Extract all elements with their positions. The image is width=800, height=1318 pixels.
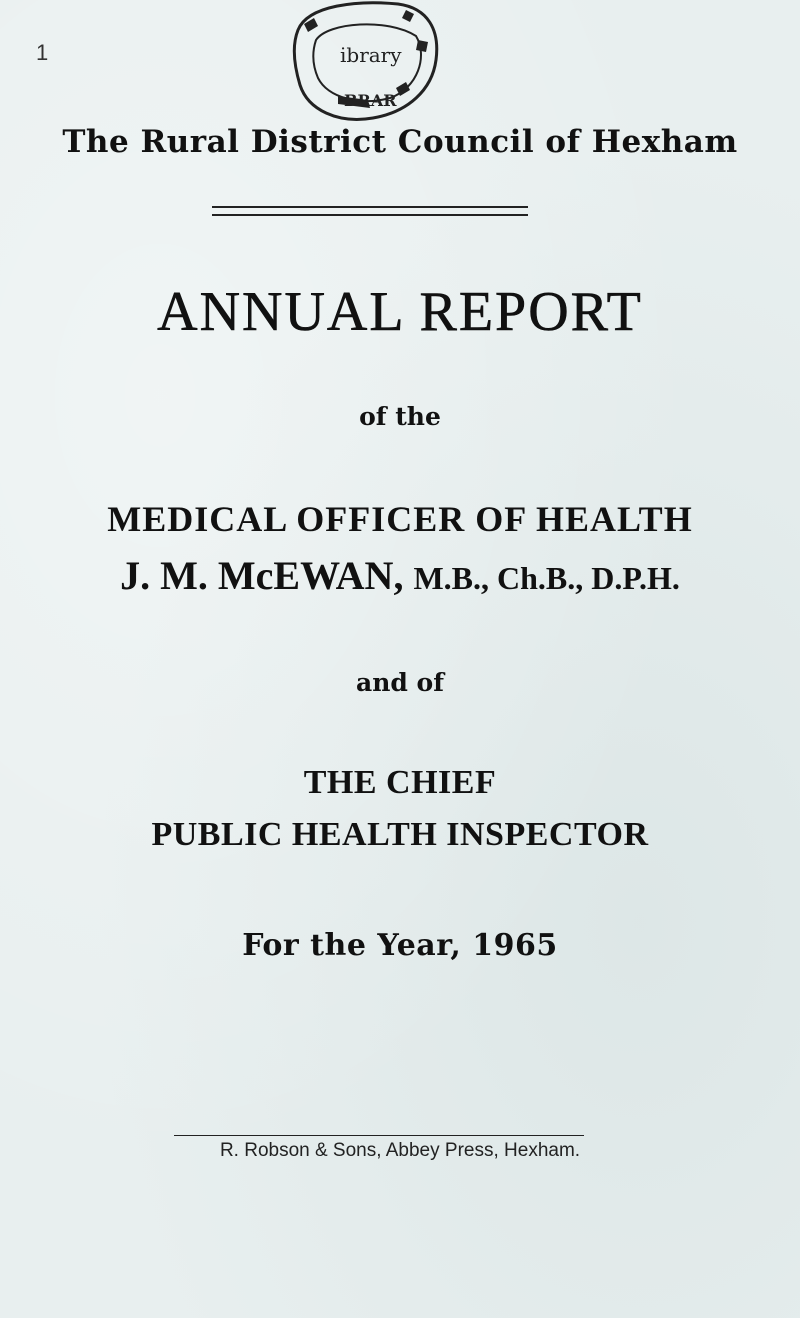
medical-officer-title: MEDICAL OFFICER OF HEALTH <box>107 499 693 539</box>
officer-qualifications: M.B., Ch.B., D.P.H. <box>413 560 680 596</box>
chief-line: THE CHIEF <box>303 764 497 801</box>
officer-name-line <box>0 552 800 599</box>
library-stamp-seal <box>278 0 448 128</box>
of-the-line: of the <box>359 402 441 431</box>
svg-text:ibrary: ibrary <box>340 43 402 67</box>
report-title: ANNUAL REPORT <box>157 281 643 343</box>
page-mark: 1 <box>36 40 49 65</box>
printer-rule-divider <box>174 1135 584 1136</box>
report-year: For the Year, 1965 <box>242 928 558 963</box>
council-heading: The Rural District Council of Hexham <box>62 124 738 160</box>
officer-name: J. M. McEWAN, <box>120 553 404 598</box>
inspector-line: PUBLIC HEALTH INSPECTOR <box>151 816 649 853</box>
and-of-line: and of <box>356 668 444 697</box>
double-rule-divider <box>212 206 528 216</box>
printer-imprint: R. Robson & Sons, Abbey Press, Hexham. <box>219 1140 581 1161</box>
svg-text:BRAR: BRAR <box>344 91 397 110</box>
